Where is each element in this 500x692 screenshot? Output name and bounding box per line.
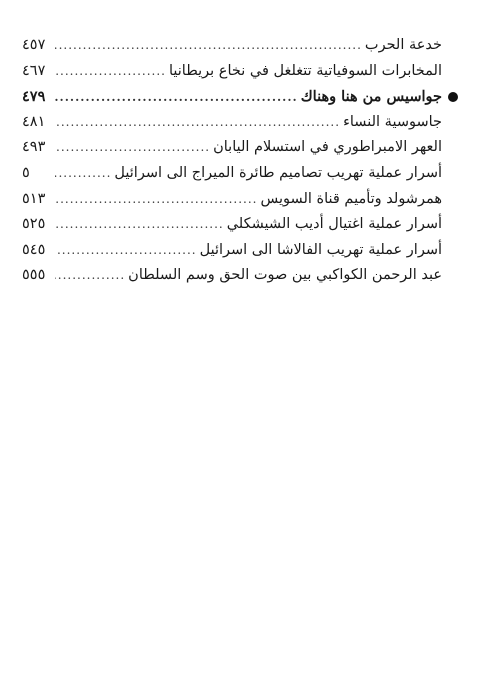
toc-entry-title: جواسيس من هنا وهناك xyxy=(300,88,442,106)
toc-entry xyxy=(22,212,442,238)
dot-leader xyxy=(55,33,362,59)
toc-section-heading xyxy=(22,84,442,110)
dot-leader xyxy=(55,212,224,238)
dot-leader xyxy=(55,238,197,264)
toc-entry-page: ٥٢٥ xyxy=(22,216,46,233)
toc-entry xyxy=(22,33,442,59)
dot-leader xyxy=(55,59,166,85)
toc-entry-page: ٤٩٣ xyxy=(22,139,46,156)
toc-entry-title: المخابرات السوفياتية تتغلغل في نخاع بريطانيا xyxy=(168,62,442,79)
toc-entry xyxy=(22,135,442,161)
toc-entry xyxy=(22,161,442,187)
dot-leader xyxy=(55,85,298,111)
toc-entry xyxy=(22,263,442,289)
toc-entry xyxy=(22,187,442,213)
toc-entry-page: ٥٤٥ xyxy=(22,241,46,258)
toc-entry xyxy=(22,238,442,264)
bullet-icon xyxy=(448,92,458,102)
toc-entry-page: ٤٧٩ xyxy=(22,88,46,106)
toc-entry-page: ٤٥٧ xyxy=(22,37,46,53)
toc-entry-title: عبد الرحمن الكواكبي بين صوت الحق وسم السلطان xyxy=(128,267,442,284)
dot-leader xyxy=(55,161,111,187)
toc-entry-page: ٤٨١ xyxy=(22,113,46,130)
toc-entry-page: ٥١٣ xyxy=(22,190,46,207)
toc-entry-title: جاسوسية النساء xyxy=(343,113,442,130)
toc-entry-title: أسرار عملية تهريب تصاميم طائرة الميراج الى اسرائيل xyxy=(114,164,442,181)
toc-entry-title: خدعة الحرب xyxy=(364,37,442,53)
toc-entry xyxy=(22,110,442,136)
toc-entry-page: ٤٦٧ xyxy=(22,62,46,79)
table-of-contents xyxy=(22,33,442,289)
toc-entry-title: العهر الامبراطوري في استسلام اليابان xyxy=(213,139,442,156)
toc-entry-title: أسرار عملية اغتيال أديب الشيشكلي xyxy=(226,216,442,233)
dot-leader xyxy=(55,187,258,213)
dot-leader xyxy=(55,110,340,136)
toc-entry-page: ٥ xyxy=(22,164,30,181)
dot-leader xyxy=(55,263,125,289)
toc-entry xyxy=(22,59,442,85)
dot-leader xyxy=(55,135,210,161)
toc-entry-title: أسرار عملية تهريب الفالاشا الى اسرائيل xyxy=(199,241,442,258)
toc-entry-page: ٥٥٥ xyxy=(22,267,46,284)
toc-entry-title: همرشولد وتأميم قناة السويس xyxy=(260,190,442,207)
